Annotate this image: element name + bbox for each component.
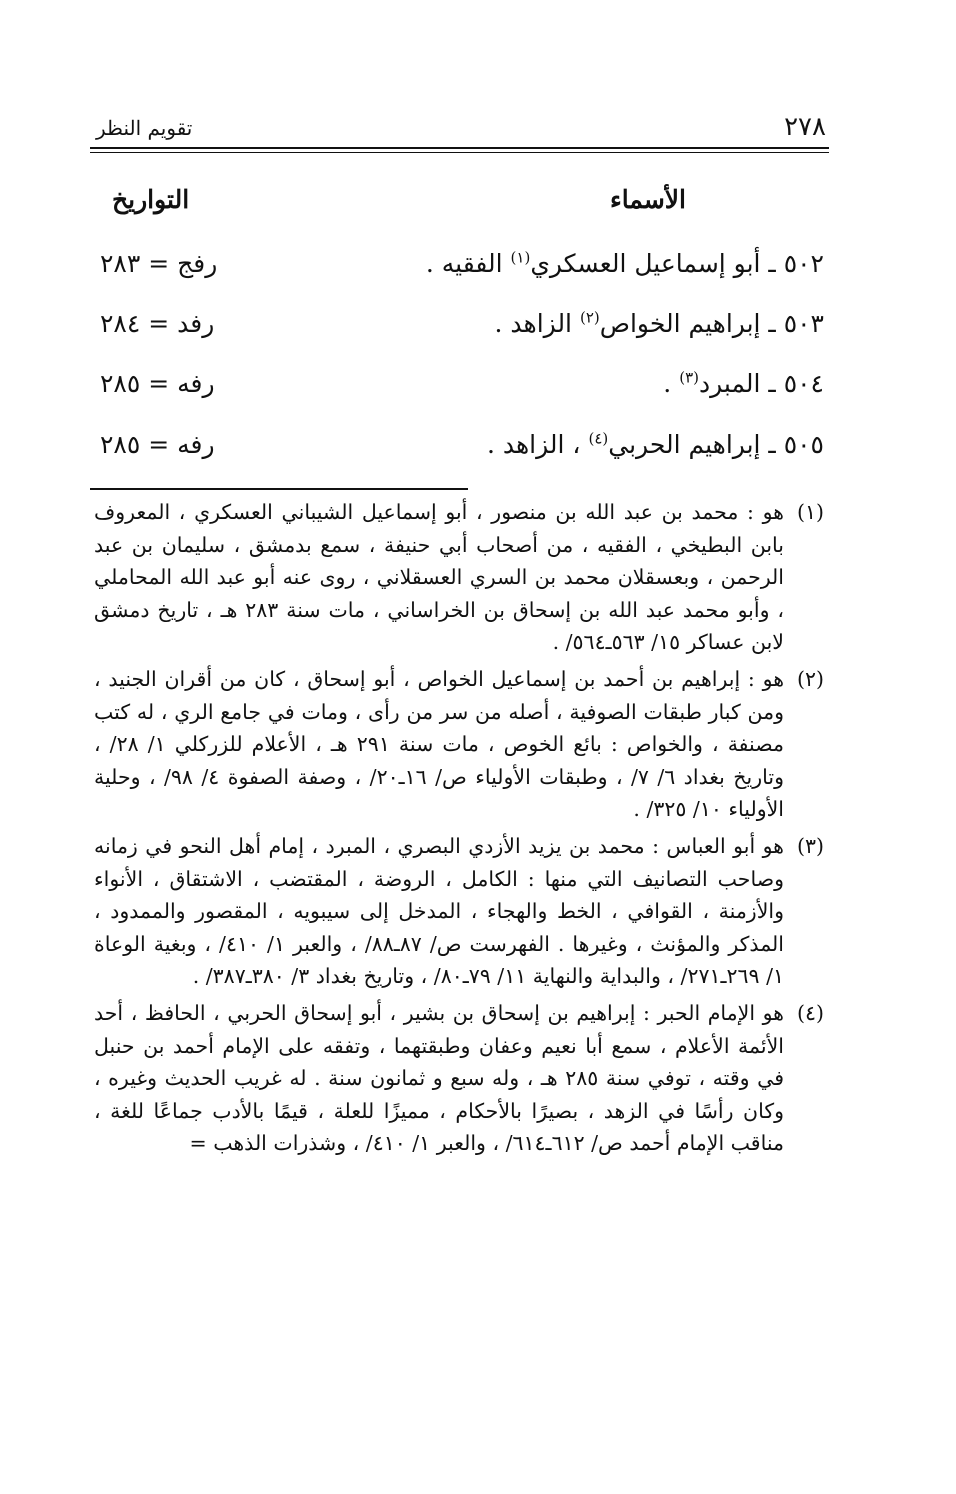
footnote-ref: (٢) bbox=[579, 308, 600, 327]
footnote bbox=[94, 496, 824, 659]
names-column-heading: الأسماء bbox=[610, 185, 686, 214]
entry-date: رفه = ٢٨٥ bbox=[100, 430, 215, 459]
footnote-ref: (٣) bbox=[679, 368, 699, 387]
running-title: تقويم النظر bbox=[96, 116, 193, 140]
footnote bbox=[94, 663, 824, 826]
entry-date: رفه = ٢٨٥ bbox=[100, 369, 215, 398]
entry-number: ٥٠٣ bbox=[783, 309, 824, 338]
header-rule bbox=[90, 147, 829, 149]
footnote-text: هو أبو العباس : محمد بن يزيد الأزدي البصري ، المبرد ، إمام أهل النحو في زمانه وصاحب التصانيف التي منها : الكامل ، الروضة ، المقتضب ، الاشتقاق ، الأنواء والأزمنة ، القوافي ، الخط والهجاء ، المدخل إلى سيبويه ، المقصور والممدود ، المذكر والمؤنث ، وغيرها . الفهرست ص/ ٨٧ـ٨٨/ ، والعبر ١/ ٤١٠/ ، وبغية الوعاة ١/ ٢٦٩ـ٢٧١/ ، والبداية والنهاية ١١/ ٧٩ـ٨٠/ ، وتاريخ بغداد ٣/ ٣٨٠ـ٣٨٧/ . bbox=[94, 833, 784, 989]
entry-row: ٥٠٥ ـ إبراهيم الحربي$^{(٤)}$ ، الزاهد . bbox=[486, 429, 824, 459]
dates-column-heading: التواريخ bbox=[112, 185, 190, 214]
footnote-ref: (٤) bbox=[588, 429, 609, 448]
footnote-marker: (٤) bbox=[796, 1000, 824, 1025]
footnote bbox=[94, 997, 824, 1160]
entry-epithet: . bbox=[663, 369, 680, 398]
entry-name: إبراهيم الخواص bbox=[599, 309, 761, 338]
footnote-text: هو : محمد بن عبد الله بن منصور ، أبو إسماعيل الشيباني العسكري ، المعروف بابن البطيخي ، الفقيه ، من أصحاب أبي حنيفة ، سمع بدمشق ، سليمان بن عبد الرحمن ، وبعسقلان محمد بن السري العسقلاني ، روى عنه أبو عبد الله المحاملي ، وأبو محمد عبد الله بن إسحاق بن الخراساني ، مات سنة ٢٨٣ هـ ، تاريخ دمشق لابن عساكر ١٥/ ٥٦٣ـ٥٦٤/ . bbox=[94, 500, 784, 655]
entry-number: ٥٠٥ bbox=[783, 430, 824, 459]
footnote-divider bbox=[90, 488, 468, 490]
footnote-marker: (٢) bbox=[796, 666, 824, 691]
footnote-marker: (٣) bbox=[796, 833, 824, 858]
header-rule-thin bbox=[90, 152, 829, 153]
entry-number: ٥٠٢ bbox=[783, 249, 824, 278]
entry-epithet: الزاهد . bbox=[494, 309, 580, 338]
footnote-text: هو : إبراهيم بن أحمد بن إسماعيل الخواص ، أبو إسحاق ، كان من أقران الجنيد ، ومن كبار طبقات الصوفية ، أصله من سر من رأى ، ومات في جامع الري ، له كتب مصنفة ، والخواص : بائع الخوص ، مات سنة ٢٩١ هـ ، الأعلام للزركلي ١/ ٢٨/ ، وتاريخ بغداد ٦/ ٧/ ، وطبقات الأولياء ص/ ١٦ـ٢٠/ ، وصفة الصفوة ٤/ ٩٨/ ، وحلية الأولياء ١٠/ ٣٢٥/ . bbox=[94, 666, 784, 822]
entry-name: إبراهيم الحربي bbox=[608, 430, 761, 459]
footnotes bbox=[94, 496, 824, 1164]
footnote-ref: (١) bbox=[510, 248, 531, 267]
footnote-marker: (١) bbox=[796, 500, 824, 524]
entry-row: ٥٠٣ ـ إبراهيم الخواص$^{(٢)}$ الزاهد . bbox=[494, 308, 824, 338]
entry-date: رفد = ٢٨٤ bbox=[100, 309, 215, 338]
entry-name: المبرد bbox=[698, 369, 761, 398]
entry-row: ٥٠٤ ـ المبرد$^{(٣)}$ . bbox=[663, 368, 824, 398]
footnote-text: هو الإمام الحبر : إبراهيم بن إسحاق بن بشير ، أبو إسحاق الحربي ، الحافظ ، أحد الأئمة الأعلام ، سمع أبا نعيم وعفان وطبقتهما ، وتفقه على الإمام أحمد بن حنبل في وقته ، توفي سنة ٢٨٥ هـ ، وله سبع و ثمانون سنة . له غريب الحديث وغيره ، وكان رأسًا في الزهد ، بصيرًا بالأحكام ، مميزًا للعلة ، قيمًا بالأدب جماعًا للغة ، مناقب الإمام أحمد ص/ ٦١٢ـ٦١٤/ ، والعبر ١/ ٤١٠/ ، وشذرات الذهب = bbox=[94, 1000, 784, 1156]
entry-row: ٥٠٢ ـ أبو إسماعيل العسكري$^{(١)}$ الفقيه . bbox=[425, 248, 824, 278]
entry-name: أبو إسماعيل العسكري bbox=[530, 249, 761, 278]
entry-epithet: الفقيه . bbox=[425, 249, 511, 278]
footnote bbox=[94, 830, 824, 993]
entry-number: ٥٠٤ bbox=[783, 369, 824, 398]
entry-date: رفج = ٢٨٣ bbox=[100, 249, 218, 278]
page-number: ٢٧٨ bbox=[784, 112, 826, 142]
entry-epithet: ، الزاهد . bbox=[486, 430, 589, 459]
